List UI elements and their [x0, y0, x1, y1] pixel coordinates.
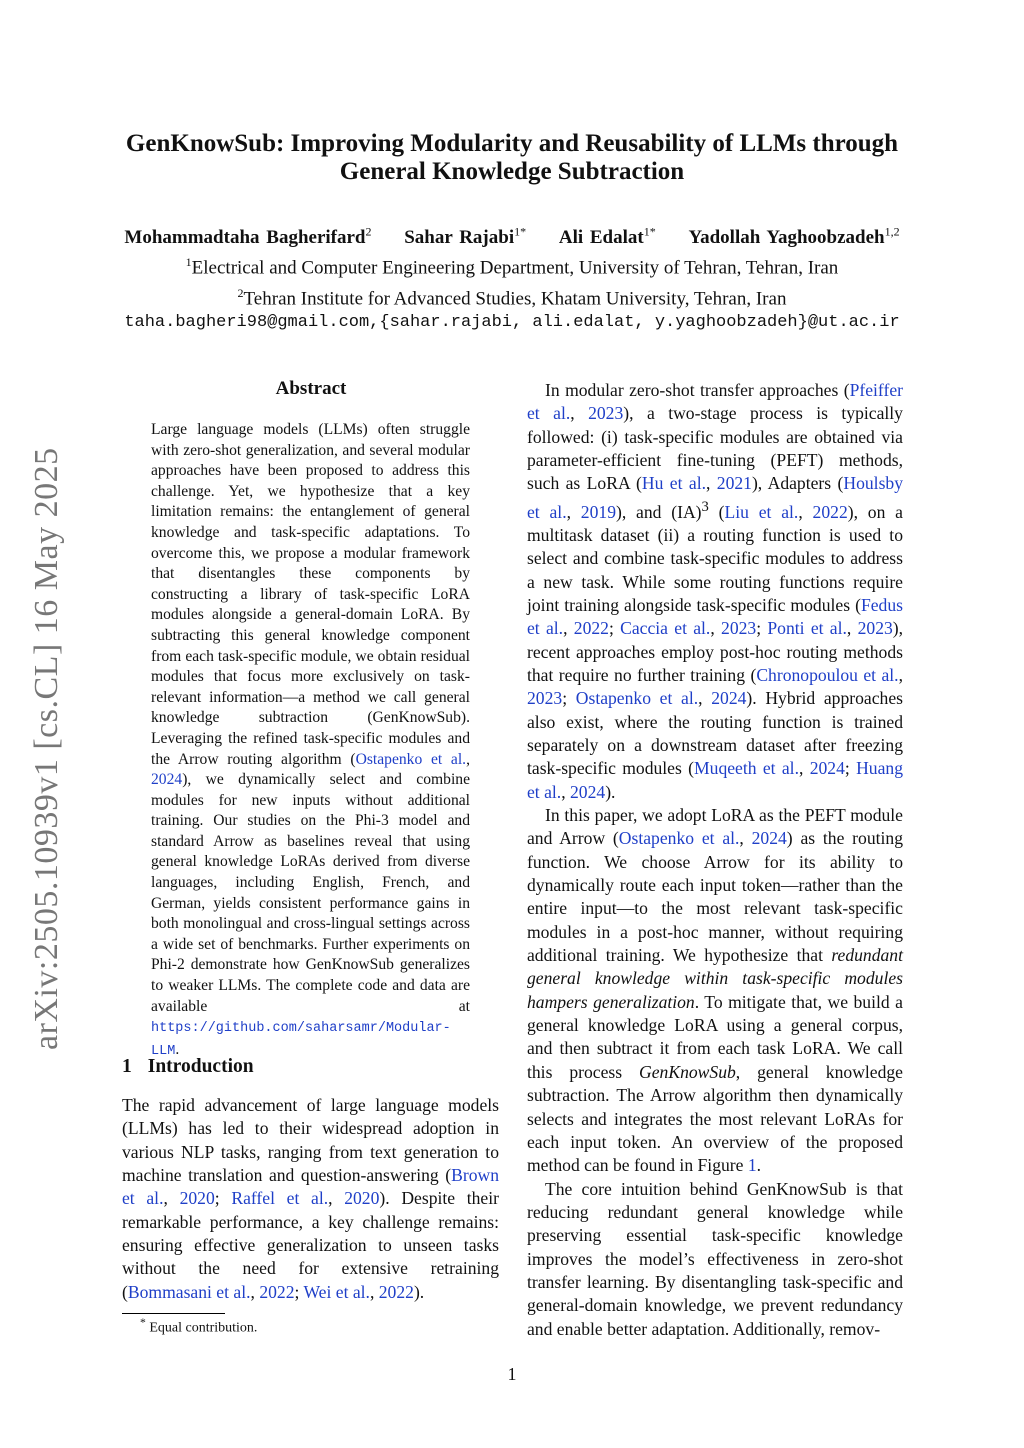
citation-link[interactable]: Ostapenko et al.	[575, 688, 699, 709]
text-run: ;	[608, 618, 621, 639]
author-name: Yadollah Yaghoobzadeh	[688, 227, 885, 249]
text-run: .	[756, 1155, 762, 1176]
citation-link[interactable]: Chronopoulou et al.	[756, 664, 899, 685]
text-run: ;	[214, 1188, 232, 1209]
author	[559, 227, 656, 248]
citation-link[interactable]: 2022	[812, 501, 848, 522]
citation-link[interactable]: 2023	[857, 618, 893, 639]
author-sup: 2	[365, 225, 372, 239]
author	[404, 227, 526, 248]
citation-link[interactable]: 2024	[570, 781, 606, 802]
affiliation-sup: 2	[237, 285, 244, 300]
text-run: ,	[798, 501, 813, 522]
text-run: ). Despite their remarkable performance, a key challenge remains: ensuring effective generalization to unseen tasks without the need for extensive retraining (	[122, 1188, 499, 1302]
section-number: 1	[122, 1056, 132, 1077]
text-run: ,	[563, 618, 574, 639]
text-run: ,	[250, 1281, 260, 1302]
author-name: Ali Edalat	[558, 227, 644, 249]
affiliation-text: Electrical and Computer Engineering Department, University of Tehran, Tehran, Iran	[191, 257, 839, 279]
text-run: ,	[739, 828, 752, 849]
intro-right-column	[527, 379, 903, 1341]
author-sup: 1*	[514, 225, 527, 239]
text-run: ,	[566, 501, 581, 522]
text-run: ) as the routing function. We choose Arrow for its ability to dynamically route each input token—rather than the entire input—to the most relevant task-specific modules in a post-hoc manner, without requiring additional training. We hypothesize that	[527, 828, 903, 966]
text-run: ;	[562, 688, 576, 709]
affiliation-sup: 1	[185, 255, 192, 270]
citation-link[interactable]: Liu et al.	[724, 501, 799, 522]
intro-left-column	[122, 1094, 499, 1304]
citation-link[interactable]: 2024	[809, 758, 845, 779]
text-run: ,	[710, 618, 722, 639]
text-run: ), recent approaches employ post-hoc routing methods that require no further training (	[527, 618, 904, 685]
section-heading-introduction	[122, 1056, 254, 1078]
text-run: ,	[898, 664, 903, 685]
citation-link[interactable]: 2022	[573, 618, 609, 639]
author-emails: taha.bagheri98@gmail.com,{sahar.rajabi, ali.edalat, y.yaghoobzadeh}@ut.ac.ir	[124, 312, 900, 332]
arxiv-identifier-stamp: arXiv:2505.10939v1 [cs.CL] 16 May 2025	[28, 447, 65, 1050]
author-name: Mohammadtaha Bagherifard	[124, 227, 366, 249]
footnote-mark: *	[140, 1316, 146, 1329]
paragraph	[122, 1094, 499, 1304]
text-run: ,	[698, 688, 712, 709]
citation-link[interactable]: 2024	[151, 771, 183, 789]
text-run: . To mitigate that, we build a general knowledge LoRA using a general corpus, and then subtract it from each task LoRA. We call this process	[527, 991, 903, 1082]
text-run: ,	[705, 473, 717, 494]
affiliation	[0, 250, 1024, 280]
author	[688, 227, 899, 248]
text-run: ,	[570, 403, 589, 424]
abstract-body	[151, 420, 470, 1062]
text-run: ).	[605, 781, 616, 802]
text-run: (	[708, 501, 725, 522]
text-run: Large language models (LLMs) often struggle with zero-shot generalization, and several modular approaches have been proposed to address this challenge. Yet, we hypothesize that a key limitation remains: the entanglement of general knowledge and task-specific adaptations. To overcome this, we propose a modular framework that disentangles these components by constructing a library of task-specific LoRA modules alongside a general-domain LoRA. By subtracting this general knowledge component from each task-specific module, we obtain residual modules that focus more exclusively on task-relevant information—a method we call general knowledge subtraction (GenKnowSub). Leveraging the refined task-specific modules and the Arrow routing algorithm (	[151, 421, 470, 768]
text-run: ;	[294, 1281, 304, 1302]
affiliation-text: Tehran Institute for Advanced Studies, Khatam University, Tehran, Iran	[243, 287, 787, 309]
citation-link[interactable]: 2021	[716, 473, 752, 494]
citation-link[interactable]: Pfeiffer et al.	[527, 380, 903, 424]
citation-link[interactable]: 2023	[588, 403, 624, 424]
citation-link[interactable]: Bommasani et al.	[127, 1281, 251, 1302]
abstract-heading: Abstract	[275, 378, 347, 399]
title-line: GenKnowSub: Improving Modularity and Reusability of LLMs through	[125, 130, 899, 157]
section-title: Introduction	[147, 1056, 254, 1077]
author	[124, 227, 371, 248]
citation-link[interactable]: 2022	[378, 1281, 414, 1302]
text-run: In this paper, we adopt LoRA as the PEFT module and Arrow (	[527, 805, 903, 849]
emphasized-text: GenKnowSub	[639, 1061, 736, 1082]
author-sup: 1,2	[884, 225, 900, 239]
citation-link[interactable]: Wei et al.	[303, 1281, 370, 1302]
text-run: ), Adapters (	[751, 473, 844, 494]
text-run: ,	[328, 1188, 345, 1209]
text-run: ,	[846, 618, 858, 639]
footnote-divider	[122, 1313, 225, 1314]
text-run: ,	[798, 758, 810, 779]
affiliation	[0, 281, 1024, 311]
text-run: ;	[756, 618, 768, 639]
text-run: The core intuition behind GenKnowSub is that reducing redundant general knowledge while preserving essential task-specific knowledge improves the model’s effectiveness in zero-shot transfer learning. By disentangling task-specific and general-domain knowledge, we prevent redundancy and enable better adaptation. Additionally, remov-	[527, 1178, 903, 1339]
title-line: General Knowledge Subtraction	[339, 158, 685, 185]
text-run: ,	[163, 1188, 180, 1209]
citation-link[interactable]: Raffel et al.	[231, 1188, 329, 1209]
citation-link[interactable]: Caccia et al.	[620, 618, 711, 639]
text-run: , general knowledge subtraction. The Arrow algorithm then dynamically selects and integrates the most relevant LoRAs for each input token. An overview of the proposed method can be found in Figure	[527, 1061, 903, 1176]
paper-title	[0, 130, 1024, 186]
author-block	[0, 220, 1024, 335]
text-run: 3	[701, 498, 709, 515]
text-run: ,	[561, 781, 570, 802]
citation-link[interactable]: 1	[747, 1155, 757, 1176]
page-number: 1	[507, 1364, 517, 1384]
author-sup: 1*	[643, 225, 656, 239]
footnote-text: Equal contribution.	[149, 1320, 258, 1336]
citation-link[interactable]: Ponti et al.	[767, 618, 847, 639]
footnote	[140, 1316, 257, 1337]
paragraph	[527, 379, 903, 804]
emphasized-text: redundant general knowledge within task-specific modules hampers generalization	[527, 945, 903, 1012]
citation-link[interactable]: Brown et al.	[122, 1165, 499, 1209]
citation-link[interactable]: 2023	[721, 618, 757, 639]
text-run: ,	[369, 1281, 379, 1302]
text-run: ;	[844, 758, 857, 779]
text-run: .	[175, 1040, 180, 1058]
citation-link[interactable]: Ostapenko et al.	[618, 828, 740, 849]
text-run: ), and (IA)	[615, 501, 702, 522]
citation-link[interactable]: Huang et al.	[527, 758, 903, 802]
text-run: ). Hybrid approaches also exist, where the routing function is trained separately on a downstream dataset after freezing task-specific modules (	[527, 688, 904, 779]
text-run: ,	[466, 750, 470, 768]
citation-link[interactable]: Ostapenko et al.	[355, 750, 467, 768]
citation-link[interactable]: 2022	[259, 1281, 295, 1302]
citation-link[interactable]: 2024	[751, 828, 787, 849]
author-names	[0, 220, 1024, 250]
citation-link[interactable]: Muqeeth et al.	[694, 758, 799, 779]
text-run: ), a two-stage process is typically followed: (i) task-specific modules are obtained via parameter-efficient fine-tuning (PEFT) methods, such as LoRA (	[527, 403, 903, 494]
text-run: The rapid advancement of large language models (LLMs) has led to their widespread adoption in various NLP tasks, ranging from text generation to machine translation and question-answering (	[122, 1095, 499, 1186]
citation-link[interactable]: 2019	[580, 501, 616, 522]
text-run: ), on a multitask dataset (ii) a routing function is used to select and combine task-specific modules to address a new task. While some routing functions require joint training alongside task-specific modules (	[527, 501, 903, 615]
paragraph	[527, 1178, 903, 1341]
paragraph	[527, 804, 903, 1178]
citation-link[interactable]: 2023	[527, 688, 563, 709]
citation-link[interactable]: 2020	[344, 1188, 380, 1209]
text-run: ), we dynamically select and combine modules for new inputs without additional training. Our studies on the Phi-3 model and standard Arrow as baselines reveal that using general knowledge LoRAs derived from diverse languages, including English, French, and German, yields consistent performance gains in both monolingual and cross-lingual settings across a wide set of benchmarks. Further experiments on Phi-2 demonstrate how GenKnowSub generalizes to weaker LLMs. The complete code and data are available at	[151, 771, 470, 1015]
text-run: ).	[413, 1281, 425, 1302]
author-name: Sahar Rajabi	[404, 227, 515, 249]
code-url-link[interactable]: https://github.com/saharsamr/Modular-LLM	[151, 1021, 451, 1059]
text-run: In modular zero-shot transfer approaches (	[545, 380, 850, 400]
citation-link[interactable]: Fedus et al.	[527, 594, 903, 639]
citation-link[interactable]: 2020	[179, 1188, 215, 1209]
citation-link[interactable]: Hu et al.	[641, 473, 706, 494]
citation-link[interactable]: 2024	[711, 688, 747, 709]
citation-link[interactable]: Houlsby et al.	[527, 473, 904, 522]
